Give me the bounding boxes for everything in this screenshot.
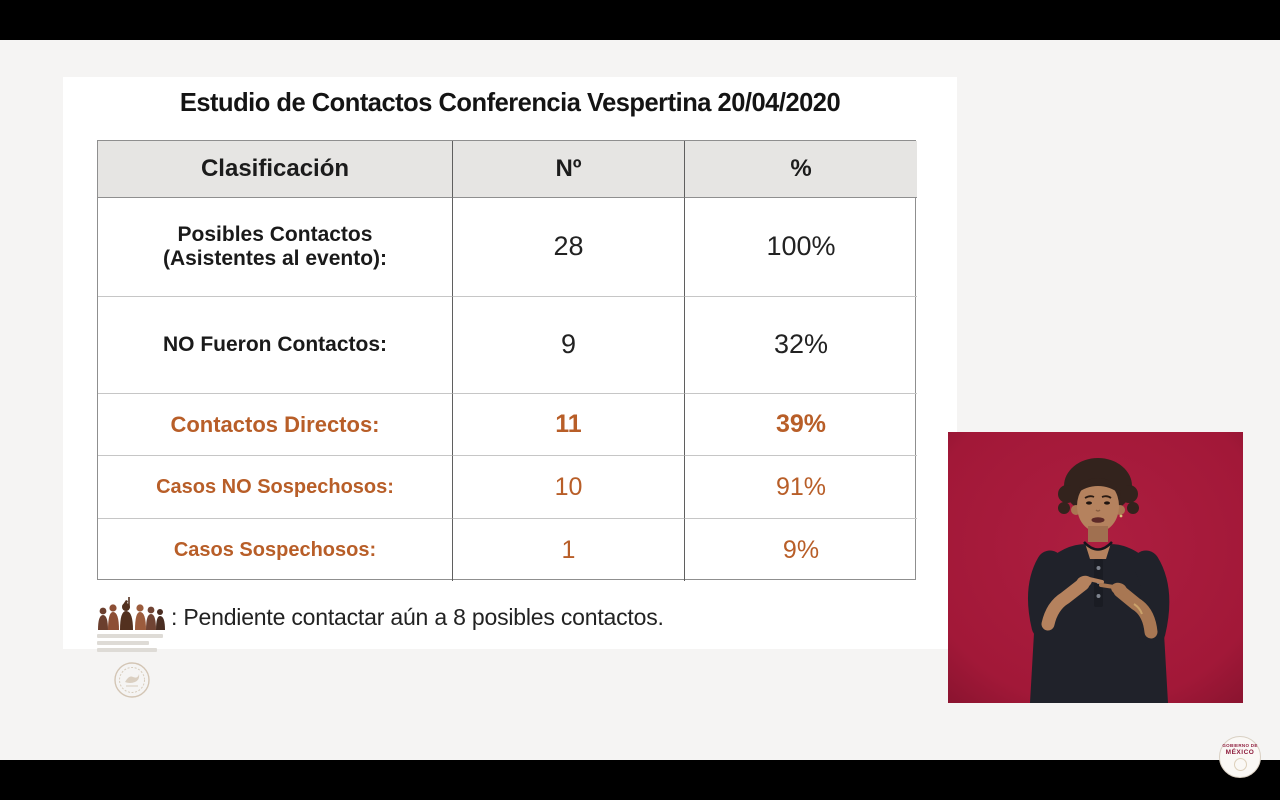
table-row-label: Casos Sospechosos: <box>98 519 453 581</box>
presentation-slide <box>63 77 957 649</box>
footer-note-text: : Pendiente contactar aún a 8 posibles contactos. <box>171 603 664 630</box>
slide-title: Estudio de Contactos Conferencia Vespertina 20/04/2020 <box>179 87 841 117</box>
col-header-porcentaje: % <box>685 141 917 198</box>
col-header-clasificacion: Clasificación <box>98 141 453 198</box>
table-row-pct: 91% <box>685 456 917 519</box>
government-seal-watermark-icon <box>113 661 151 699</box>
mexico-heroes-logo-icon <box>95 596 169 639</box>
badge-line2: MÉXICO <box>1225 748 1255 756</box>
table-row-n: 9 <box>453 297 685 394</box>
video-content-area <box>0 40 1280 760</box>
table-row-n: 10 <box>453 456 685 519</box>
col-header-numero: Nº <box>453 141 685 198</box>
table-row-label: Posibles Contactos (Asistentes al evento): <box>98 198 453 297</box>
table-row-pct: 9% <box>782 535 820 564</box>
table-row-pct: 32% <box>685 297 917 394</box>
table-row-n: 11 <box>453 394 685 456</box>
table-row-label: Contactos Directos: <box>98 394 453 456</box>
table-row-label: NO Fueron Contactos: <box>98 297 453 394</box>
eagle-seal-icon <box>1234 758 1247 771</box>
footer-note <box>95 593 664 641</box>
watermark-text-lines <box>97 634 163 655</box>
table-row-pct: 100% <box>685 198 917 297</box>
sign-language-interpreter-video <box>948 432 1243 703</box>
table-row-n: 28 <box>453 198 685 297</box>
contacts-table <box>97 140 916 580</box>
table-row-n: 1 <box>453 519 685 581</box>
badge-line1: GOBIERNO DE <box>1222 743 1258 749</box>
gobierno-de-mexico-badge <box>1219 736 1261 778</box>
table-row-pct: 39% <box>685 394 917 456</box>
table-row-label: Casos NO Sospechosos: <box>98 456 453 519</box>
